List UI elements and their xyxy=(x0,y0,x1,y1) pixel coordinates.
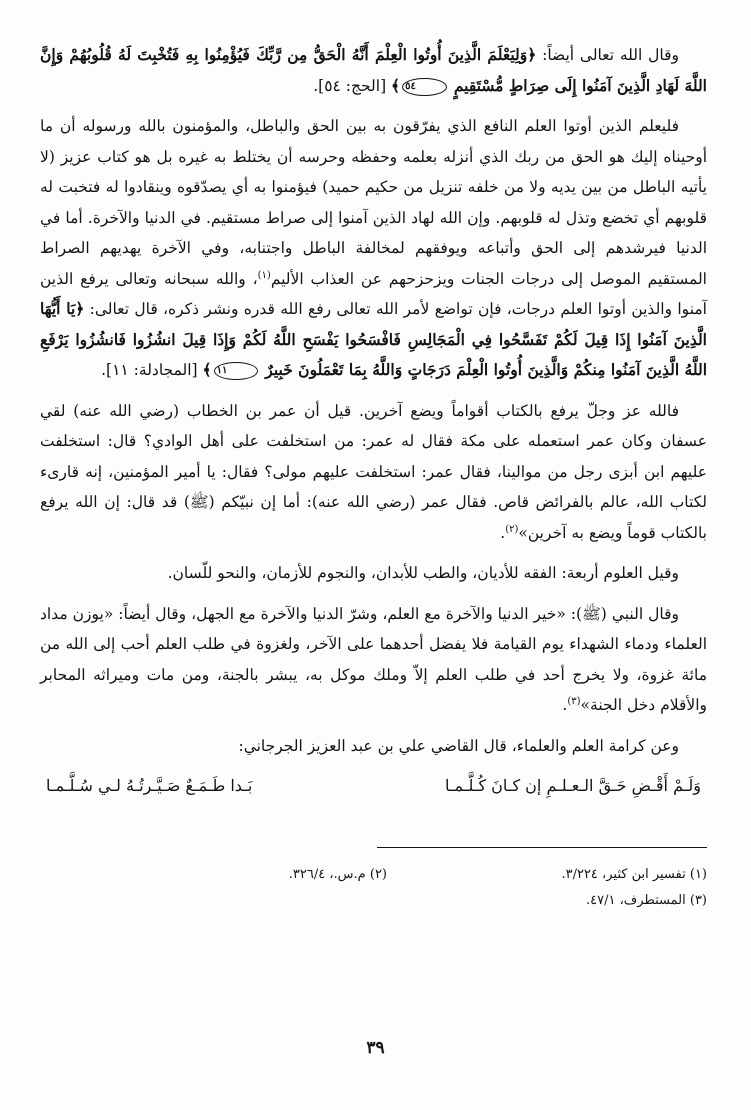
footnotes xyxy=(40,862,707,914)
footnote-marker-3: (٣) xyxy=(567,695,581,707)
quran-close-bracket: ﴾ xyxy=(202,360,212,379)
footnote-separator xyxy=(377,847,707,848)
verse-number-medallion: ٥٤ xyxy=(402,78,447,96)
footnote-2: (٢) م.س.، ٣٢٦/٤. xyxy=(288,867,387,882)
poem-first-hemistich: وَلَـمْ أَقْـضِ حَـقَّ الـعـلـمِ إن كـانَ كُـلَّـمـا xyxy=(444,776,701,795)
paragraph-commentary xyxy=(40,111,707,386)
paragraph-umar-story xyxy=(40,396,707,549)
verse-number-medallion: ١١ xyxy=(214,362,259,380)
verse-reference: [الحج: ٥٤]. xyxy=(313,76,392,95)
paragraph-text: وقيل العلوم أربعة: الفقه للأديان، والطب للأبدان، والنجوم للأزمان، والنحو للّسان. xyxy=(167,564,679,582)
footnote-marker-2: (٢) xyxy=(505,523,519,535)
quran-verse: ﴿يَا أَيُّهَا الَّذِينَ آمَنُوا إِذَا قِيلَ لَكُمْ تَفَسَّحُوا فِي الْمَجَالِسِ فَافْسَحُوا يَفْسَحِ اللَّهُ لَكُمْ وَإِذَا قِيلَ انشُزُوا فَانشُزُوا يَرْفَعِ اللَّهُ الَّذِينَ آمَنُوا مِنكُمْ وَالَّذِينَ أُوتُوا الْعِلْمَ دَرَجَاتٍ وَاللَّهُ بِمَا تَعْمَلُونَ خَبِيرٌ xyxy=(40,299,707,379)
paragraph-poem-intro xyxy=(40,731,707,762)
footnote-row xyxy=(40,888,707,914)
verse-reference: [المجادلة: ١١]. xyxy=(101,361,203,379)
poem-second-hemistich: بَـدا طَـمَـعٌ صَـيَّـرتُـهُ لـي سُـلَّـمـا xyxy=(46,776,253,795)
footnote-row xyxy=(40,862,707,888)
paragraph-lead: وقال الله تعالى أيضاً: xyxy=(536,46,679,64)
footnote-3: (٣) المستطرف، ٤٧/١. xyxy=(586,893,707,908)
quran-verse: ﴿وَلِيَعْلَمَ الَّذِينَ أُوتُوا الْعِلْمَ أَنَّهُ الْحَقُّ مِن رَّبِّكَ فَيُؤْمِنُوا بِهِ فَتُخْبِتَ لَهُ قُلُوبُهُمْ وَإِنَّ اللَّهَ لَهَادِ الَّذِينَ آمَنُوا إِلَى صِرَاطٍ مُّسْتَقِيمٍ xyxy=(40,45,707,95)
poem-verse xyxy=(46,771,701,801)
paragraph-text-end: . xyxy=(500,523,506,542)
footnote-1: (١) تفسير ابن كثير، ٣/٢٢٤. xyxy=(561,867,707,882)
footnote-marker-1: (١) xyxy=(257,269,271,281)
paragraph-text: وقال النبي (ﷺ): «خير الدنيا والآخرة مع العلم، وشرّ الدنيا والآخرة مع الجهل، وقال أيضاً: «يوزن مداد العلماء ودماء الشهداء يوم القيامة فلا يفضل أحدهما على الآخر، ولغزوة في طلب العلم أحب إلى الله من مائة غزوة، ولا يخرج أحد في طلب العلم إلاّ وملك موكل به، يبشر بالجنة، ومن مات وميراثه المحابر والأقلام دخل الجنة» xyxy=(40,604,707,714)
page-number: ٣٩ xyxy=(366,1038,385,1058)
paragraph-four-sciences xyxy=(40,558,707,589)
paragraph-text: فالله عز وجلّ يرفع بالكتاب أقواماً ويضع آخرين. قيل أن عمر بن الخطاب (رضي الله عنه) لقي عسفان وكان عمر استعمله على مكة فقال له عمر: من استخلفت على أهل الوادي؟ قال: استخلفت عليهم ابن أبزى رجل من موالينا، فقال عمر: استخلفت عليهم مولى؟ فقال: يا أمير المؤمنين، إنه قارىء لكتاب الله، عالم بالفرائض قاص. فقال عمر (رضي الله عنه): أما إن نبيّكم (ﷺ) قد قال: إن الله يرفع بالكتاب قوماً ويضع به آخرين» xyxy=(40,401,707,542)
paragraph-text: فليعلم الذين أوتوا العلم النافع الذي يفرّقون به بين الحق والباطل، والمؤمنون بالله ورسوله أن ما أوحيناه إليك هو الحق من ربك الذي أنزله بعلمه وحفظه وحرسه أن يختلط به غيره بل هو كتاب عزيز (لا يأتيه الباطل من بين يديه ولا من خلفه تنزيل من حكيم حميد) فيؤمنوا به أي يصدّقوه وينقادوا له فتخبت له قلوبهم أي تخضع وتذل له قلوبهم. وإن الله لهاد الذين آمنوا إلى صراط مستقيم. في الدنيا والآخرة. أما في الدنيا فيرشدهم إلى الحق وأتباعه ويوفقهم لمخالفة الباطل واجتنابه، وفي الآخرة يهديهم الصراط المستقيم الموصل إلى درجات الجنات ويزحزحهم عن العذاب الأليم xyxy=(40,117,707,288)
paragraph-text-end: . xyxy=(562,696,568,714)
paragraph-quran-hajj xyxy=(40,40,707,101)
paragraph-text-continued: ، والله سبحانه وتعالى يرفع الذين آمنوا والذين أوتوا العلم درجات، فإن تواضع لأمر الله تعالى رفع الله قدره ونشر ذكره، قال تعالى: xyxy=(40,269,707,318)
paragraph-text: وعن كرامة العلم والعلماء، قال القاضي علي بن عبد العزيز الجرجاني: xyxy=(238,736,679,755)
paragraph-hadith xyxy=(40,599,707,721)
quran-close-bracket: ﴾ xyxy=(391,75,401,95)
